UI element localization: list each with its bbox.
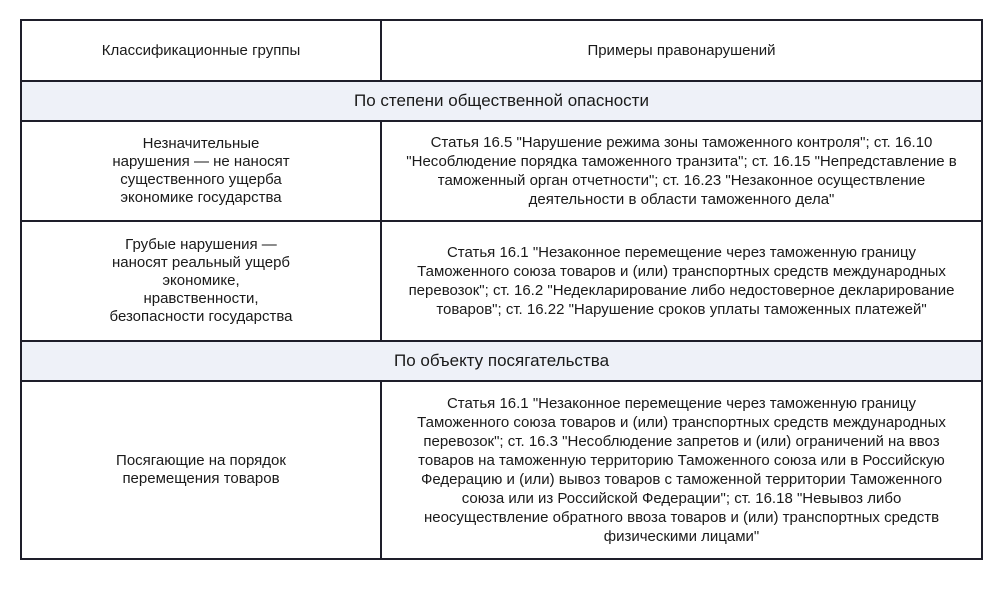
examples-text: Статья 16.1 "Незаконное перемещение через таможенную границу Таможенного союза товаров и (или) транспортных средств международных перевозок"; ст. 16.2 "Недекларирование либо недостоверное декларирование товаров"; ст. 16.22 "Нарушение сроков уплаты таможенных платежей" (408, 244, 955, 318)
examples-text: Статья 16.1 "Незаконное перемещение через таможенную границу Таможенного союза товаров и (или) транспортных средств международных перевозок"; ст. 16.3 "Несоблюдение запретов и (или) ограничений на ввоз товаров на таможенную территорию Таможенного союза или в Российскую Федерацию и (или) вывоз товаров с таможенной территории Таможенного союза или из Российской Федерации"; ст. 16.18 "Невывоз либо неосуществление обратного ввоза товаров и (или) транспортных средств физическими лицами" (417, 395, 946, 545)
examples-cell (381, 221, 982, 341)
table-row (21, 221, 982, 341)
group-text: Грубые нарушения — наносят реальный ущерб экономике, нравственности, безопасности государства (109, 236, 293, 325)
group-cell (21, 221, 381, 341)
section-row-object-of-encroachment (21, 341, 982, 381)
examples-cell (381, 381, 982, 559)
group-text: Посягающие на порядок перемещения товаров (116, 452, 286, 487)
group-cell (21, 121, 381, 221)
table-row (21, 381, 982, 559)
examples-cell (381, 121, 982, 221)
header-classification-groups: Классификационные группы (21, 20, 381, 81)
violations-classification-table (20, 19, 983, 560)
header-violation-examples: Примеры правонарушений (381, 20, 982, 81)
section-row-danger-level (21, 81, 982, 121)
table-header-row (21, 20, 982, 81)
section-title: По объекту посягательства (21, 341, 982, 381)
examples-text: Статья 16.5 "Нарушение режима зоны таможенного контроля"; ст. 16.10 "Несоблюдение порядка таможенного транзита"; ст. 16.15 "Непредставление в таможенный орган отчетности"; ст. 16.23 "Незаконное осуществление деятельности в области таможенного дела" (406, 134, 957, 208)
table-row (21, 121, 982, 221)
group-text: Незначительные нарушения — не наносят существенного ущерба экономике государства (112, 135, 290, 206)
group-cell (21, 381, 381, 559)
section-title: По степени общественной опасности (21, 81, 982, 121)
